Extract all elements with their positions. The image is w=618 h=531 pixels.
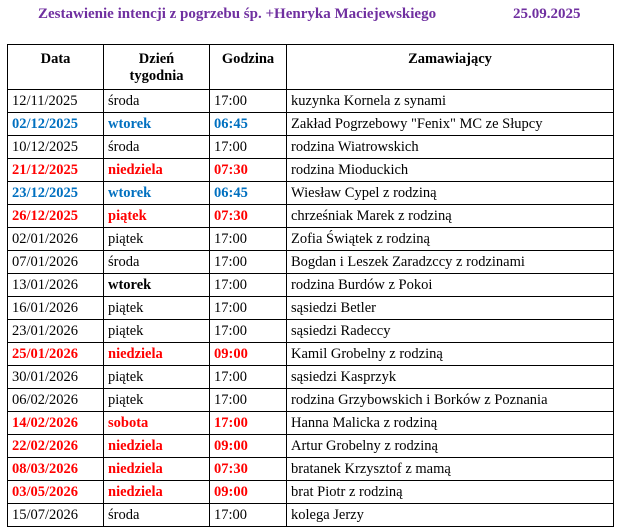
table-row [8, 228, 614, 251]
table-row [8, 320, 614, 343]
column-header-day: Dzień tygodnia [104, 45, 210, 90]
cell-date: 06/02/2026 [8, 389, 104, 412]
table-row [8, 389, 614, 412]
cell-day: środa [104, 251, 210, 274]
table-row [8, 343, 614, 366]
cell-ordering: sąsiedzi Betler [287, 297, 614, 320]
cell-time: 17:00 [210, 90, 287, 113]
cell-day: piątek [104, 205, 210, 228]
cell-date: 16/01/2026 [8, 297, 104, 320]
table-row [8, 297, 614, 320]
cell-time: 17:00 [210, 228, 287, 251]
cell-day: wtorek [104, 182, 210, 205]
cell-time: 17:00 [210, 389, 287, 412]
cell-day: piątek [104, 320, 210, 343]
cell-date: 23/12/2025 [8, 182, 104, 205]
cell-day: środa [104, 90, 210, 113]
cell-date: 23/01/2026 [8, 320, 104, 343]
cell-time: 07:30 [210, 458, 287, 481]
cell-date: 30/01/2026 [8, 366, 104, 389]
cell-date: 08/03/2026 [8, 458, 104, 481]
cell-ordering: Hanna Malicka z rodziną [287, 412, 614, 435]
cell-day: niedziela [104, 435, 210, 458]
table-row [8, 435, 614, 458]
cell-day: środa [104, 504, 210, 527]
cell-ordering: kolega Jerzy [287, 504, 614, 527]
cell-date: 21/12/2025 [8, 159, 104, 182]
document-header [0, 6, 618, 26]
cell-date: 25/01/2026 [8, 343, 104, 366]
cell-day: wtorek [104, 274, 210, 297]
intentions-table [7, 44, 614, 527]
table-row [8, 412, 614, 435]
cell-ordering: chrześniak Marek z rodziną [287, 205, 614, 228]
cell-time: 09:00 [210, 481, 287, 504]
cell-time: 17:00 [210, 412, 287, 435]
cell-ordering: kuzynka Kornela z synami [287, 90, 614, 113]
cell-time: 17:00 [210, 297, 287, 320]
cell-day: wtorek [104, 113, 210, 136]
cell-ordering: brat Piotr z rodziną [287, 481, 614, 504]
cell-date: 15/07/2026 [8, 504, 104, 527]
cell-time: 17:00 [210, 320, 287, 343]
cell-day: piątek [104, 366, 210, 389]
cell-ordering: Zofia Świątek z rodziną [287, 228, 614, 251]
cell-ordering: Kamil Grobelny z rodziną [287, 343, 614, 366]
cell-ordering: Bogdan i Leszek Zaradzccy z rodzinami [287, 251, 614, 274]
cell-date: 14/02/2026 [8, 412, 104, 435]
cell-time: 17:00 [210, 136, 287, 159]
cell-time: 17:00 [210, 366, 287, 389]
cell-time: 17:00 [210, 504, 287, 527]
table-row [8, 205, 614, 228]
cell-ordering: rodzina Wiatrowskich [287, 136, 614, 159]
cell-day: piątek [104, 389, 210, 412]
cell-time: 07:30 [210, 205, 287, 228]
table-row [8, 481, 614, 504]
cell-time: 07:30 [210, 159, 287, 182]
cell-time: 17:00 [210, 251, 287, 274]
cell-day: niedziela [104, 343, 210, 366]
cell-time: 17:00 [210, 274, 287, 297]
cell-ordering: bratanek Krzysztof z mamą [287, 458, 614, 481]
cell-time: 09:00 [210, 435, 287, 458]
cell-date: 10/12/2025 [8, 136, 104, 159]
cell-day: piątek [104, 297, 210, 320]
column-header-date: Data [8, 45, 104, 90]
cell-ordering: sąsiedzi Radeccy [287, 320, 614, 343]
cell-date: 26/12/2025 [8, 205, 104, 228]
cell-date: 02/12/2025 [8, 113, 104, 136]
table-row [8, 251, 614, 274]
cell-day: niedziela [104, 481, 210, 504]
cell-ordering: rodzina Grzybowskich i Borków z Poznania [287, 389, 614, 412]
cell-day: sobota [104, 412, 210, 435]
column-header-ordering: Zamawiający [287, 45, 614, 90]
table-row [8, 366, 614, 389]
cell-time: 06:45 [210, 182, 287, 205]
cell-day: piątek [104, 228, 210, 251]
cell-date: 02/01/2026 [8, 228, 104, 251]
table-row [8, 113, 614, 136]
table-row [8, 136, 614, 159]
table-row [8, 159, 614, 182]
document-date: 25.09.2025 [513, 6, 581, 22]
cell-day: niedziela [104, 458, 210, 481]
cell-ordering: rodzina Burdów z Pokoi [287, 274, 614, 297]
cell-time: 06:45 [210, 113, 287, 136]
cell-ordering: Artur Grobelny z rodziną [287, 435, 614, 458]
cell-ordering: Wiesław Cypel z rodziną [287, 182, 614, 205]
table-row [8, 90, 614, 113]
cell-day: środa [104, 136, 210, 159]
cell-date: 03/05/2026 [8, 481, 104, 504]
cell-ordering: sąsiedzi Kasprzyk [287, 366, 614, 389]
cell-date: 12/11/2025 [8, 90, 104, 113]
table-row [8, 274, 614, 297]
cell-date: 07/01/2026 [8, 251, 104, 274]
cell-ordering: rodzina Mioduckich [287, 159, 614, 182]
table-row [8, 458, 614, 481]
cell-ordering: Zakład Pogrzebowy "Fenix" MC ze Słupcy [287, 113, 614, 136]
document-title: Zestawienie intencji z pogrzebu śp. +Henryka Maciejewskiego [38, 6, 437, 22]
column-header-time: Godzina [210, 45, 287, 90]
cell-date: 22/02/2026 [8, 435, 104, 458]
table-row [8, 504, 614, 527]
cell-day: niedziela [104, 159, 210, 182]
table-header-row [8, 45, 614, 90]
cell-time: 09:00 [210, 343, 287, 366]
table-row [8, 182, 614, 205]
cell-date: 13/01/2026 [8, 274, 104, 297]
